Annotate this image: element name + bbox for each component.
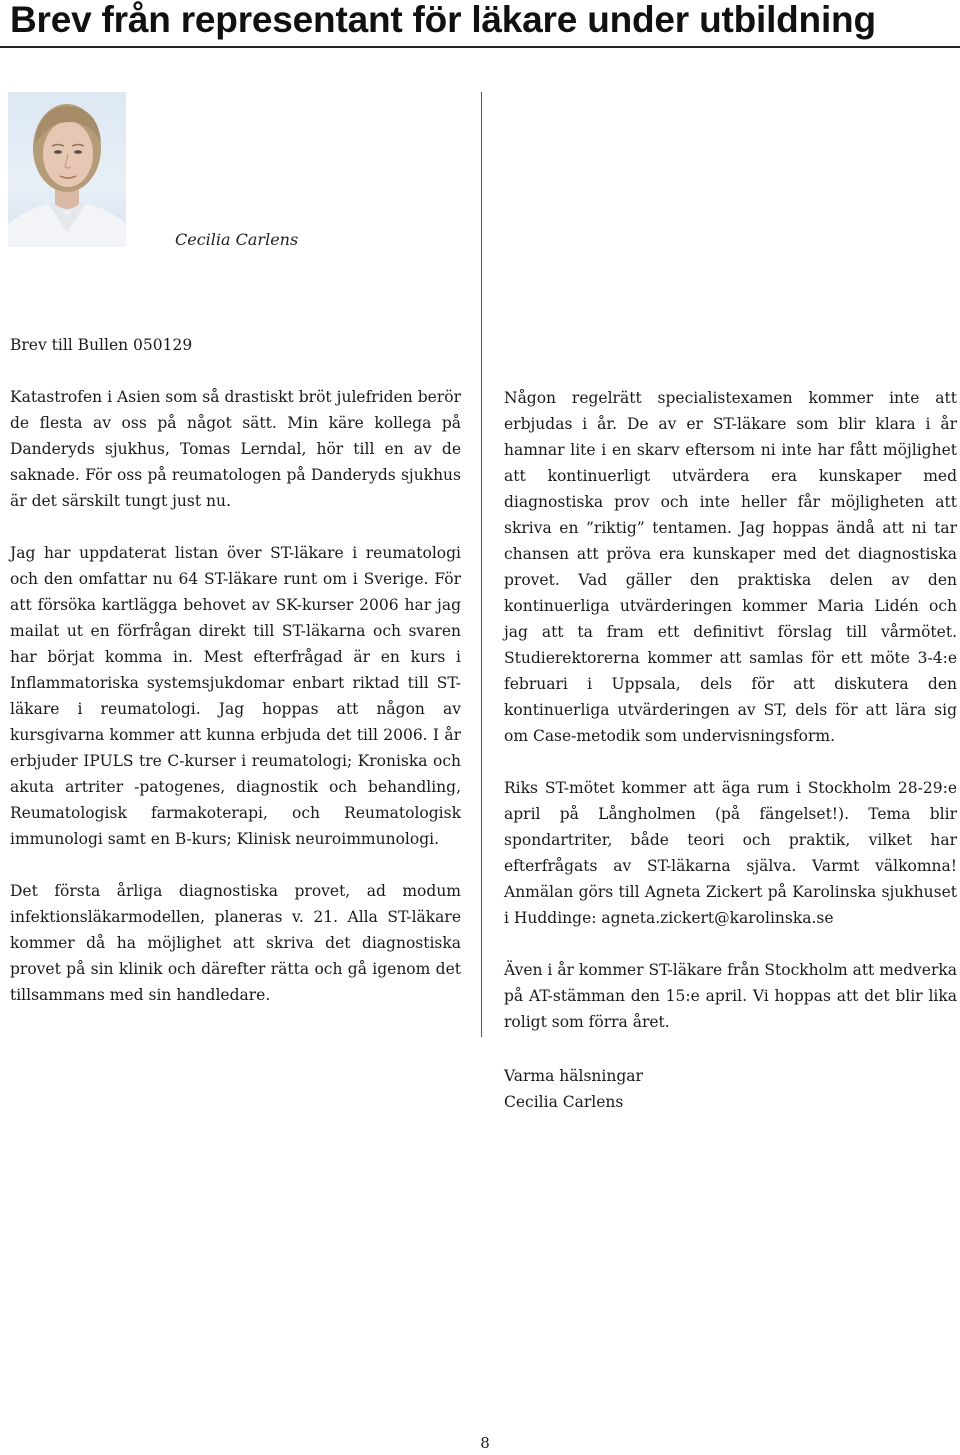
- column-divider: [481, 92, 482, 1037]
- right-column: [504, 385, 957, 1035]
- paragraph-right-3: Även i år kommer ST-läkare från Stockholm att medverka på AT-stämman den 15:e april. Vi hoppas att det blir lika roligt som förra året.: [504, 961, 957, 1031]
- paragraph-left-3: Det första årliga diagnostiska provet, ad modum infektionsläkarmodellen, planeras v. 21. Alla ST-läkare kommer då ha möjlighet att skriva det diagnostiska provet på sin klinik och därefter rätta och gå igenom det tillsammans med sin handledare.: [10, 882, 461, 1004]
- author-portrait: [8, 92, 126, 247]
- left-column: [10, 332, 461, 1008]
- paragraph-right-2: Riks ST-mötet kommer att äga rum i Stockholm 28-29:e april på Långholmen (på fängelset!). Tema blir spondartriter, både teori och praktik, vilket har efterfrågats av ST-läkarna själva. Varmt välkomna! Anmälan görs till Agneta Zickert på Karolinska sjukhuset i Huddinge: agneta.zickert@karolinska.se: [504, 779, 957, 927]
- paragraph-left-1: Katastrofen i Asien som så drastiskt bröt julefriden berör de flesta av oss på något sätt. Min käre kollega på Danderyds sjukhus, Tomas Lerndal, hör till en av de saknade. För oss på reumatologen på Danderyds sjukhus är det särskilt tungt just nu.: [10, 388, 461, 510]
- title-rule: [0, 46, 960, 48]
- letter-closing: [504, 1063, 643, 1115]
- paragraph-left-2: Jag har uppdaterat listan över ST-läkare i reumatologi och den omfattar nu 64 ST-läkare runt om i Sverige. För att försöka kartlägga behovet av SK-kurser 2006 har jag mailat ut en förfrågan direkt till ST-läkarna och svaren har börjat komma in. Mest efterfrågad är en kurs i Inflammatoriska systemsjukdomar enbart riktad till ST-läkare i reumatologi. Jag hoppas att någon av kursgivarna kommer att kunna erbjuda det till 2006. I år erbjuder IPULS tre C-kurser i reumatologi; Kroniska och akuta artriter -patogenes, diagnostik och behandling, Reumatologisk farmakoterapi, och Reumatologisk immunologi samt en B-kurs; Klinisk neuroimmunologi.: [10, 544, 461, 848]
- paragraph-right-1: Någon regelrätt specialistexamen kommer inte att erbjudas i år. De av er ST-läkare som blir klara i år hamnar lite i en skarv eftersom ni inte har fått möjlighet att kontinuerligt utvärdera era kunskaper med diagnostiska prov och inte heller får möjligheten att skriva en ”riktig” tentamen. Jag hoppas ändå att ni tar chansen att pröva era kunskaper med det diagnostiska provet. Vad gäller den praktiska delen av den kontinuerliga utvärderingen kommer Maria Lidén och jag att ta fram ett definitivt förslag till vårmötet. Studierektorerna kommer att samlas för ett möte 3-4:e februari i Uppsala, dels för att diskutera den kontinuerliga utvärderingen av ST, dels för att lära sig om Case-metodik som undervisningsform.: [504, 389, 957, 745]
- author-caption: Cecilia Carlens: [175, 230, 299, 249]
- closing-signature: Cecilia Carlens: [504, 1093, 624, 1111]
- page-number: 8: [480, 1434, 490, 1452]
- letter-heading: Brev till Bullen 050129: [10, 336, 193, 354]
- page-title: Brev från representant för läkare under utbildning: [10, 0, 876, 40]
- closing-greeting: Varma hälsningar: [504, 1067, 643, 1085]
